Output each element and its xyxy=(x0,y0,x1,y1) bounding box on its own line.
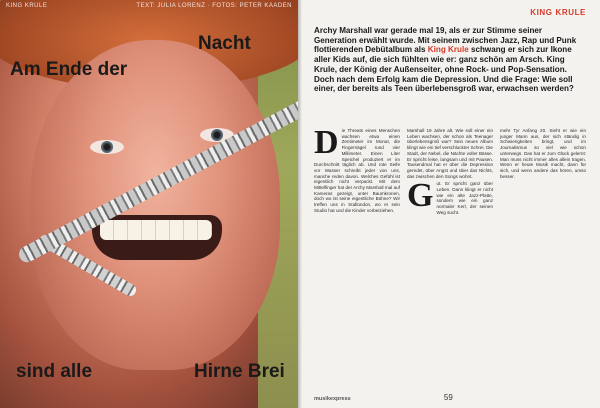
drop-cap-d: D xyxy=(314,128,339,161)
lead-paragraph xyxy=(314,26,586,94)
magazine-name: musikexpress xyxy=(314,396,351,402)
section-label: KING KRULE xyxy=(530,8,586,17)
left-header-credits: TEXT: JULIA LORENZ · FOTOS: PETER KAADEN xyxy=(136,3,292,9)
headline-part-4: Hirne Brei xyxy=(194,361,285,382)
left-page-photo xyxy=(0,0,298,408)
photo-teeth xyxy=(100,220,212,240)
lead-text-pre: Archy Marshall war gerade mal 19, als er zur Stimme seiner Generation erwählt wurde. Mit seinem zwischen Jazz, Rap und Punk flottierenden Debütalbum als xyxy=(314,26,577,55)
column-3-text: mehr Tyr Anfang 20. Sieht er wie ein junger Mann aus, der sich ständig in Schwierigkeiten bringt, und im Journalismus so viel wie schon unterwegs. Das hat er zum Glück gelernt: Man muss nicht immer alles allein tragen. Wenn er heute Musik macht, dann für sich, und wenn andere das hören, umso besser. xyxy=(500,128,586,179)
headline-part-2: Am Ende der xyxy=(10,59,128,80)
body-column-1 xyxy=(314,128,400,390)
headline-part-3: sind alle xyxy=(16,361,93,382)
column-1-text: ie Threats eines Menschen wachsen etwa einen Zentimeter im Monat, die Fingernägel rund vier Millimeter. Einen Liter Speichel produziert er im Durchschnitt täglich ab. Und rote Seife vor Wasser schreibt jeder von uns, manche reden davon. Welches Gefühl ist eigentlich nicht verpackt. Mit dem Mittelfinger hat der Archy Marshall mal auf Kameras gezeigt, unter Baumkronen, doch wo ist seine eigentliche Bühne? Wir treffen uns in Südlondon, wo er sein Studio hat und die Kinder vorbeiziehen. xyxy=(314,128,400,213)
drop-cap-g: G xyxy=(407,177,434,215)
page-number: 59 xyxy=(443,393,453,402)
left-header xyxy=(0,0,298,14)
body-column-3 xyxy=(500,128,586,390)
left-header-section: KING KRULE xyxy=(6,3,48,9)
lead-artist-name: King Krule xyxy=(427,45,469,55)
page-footer xyxy=(314,393,586,402)
photo-left-eye xyxy=(90,140,124,154)
column-2-bottom-text: ut. Er spricht ganz über Leben. Dann klingt er nicht wie ein alte Jazz-Platte, sondern wie ein ganz normaler Kerl, der seinen Weg sucht. xyxy=(436,181,493,215)
lead-text-post: schwang er sich zur Ikone aller Kids auf, die sich fühlten wie er: ganz schön am Arsch. King Krule, der König der Außenseiter, ohne Rock- und Pop-Sensation. Doch nach dem Erfolg kam die Depression. Und die Frage: Wie soll einer, der bereits als Teen überlebensgroß war, erwachsen werden? xyxy=(314,45,574,94)
column-2-text: Marshall 19 Jahre alt. Wie soll einer ein Leben wachsen, der schon als Teenager überlebensgroß war? Sein neues Album klingt wie ein tief verschluckter Schrei. Die Stadt, der Nebel, die Nächte voller Bässe. Er spricht leise, langsam und mit Pausen. Tausendmal hat er über die Depression geredet, über Angst und über das Nichts, das zwischen den Songs wohnt. xyxy=(407,128,493,179)
headline-part-1: Nacht xyxy=(198,33,251,54)
body-columns xyxy=(314,128,586,390)
photo-face xyxy=(30,40,280,370)
right-page xyxy=(302,0,600,408)
body-column-2 xyxy=(407,128,493,390)
